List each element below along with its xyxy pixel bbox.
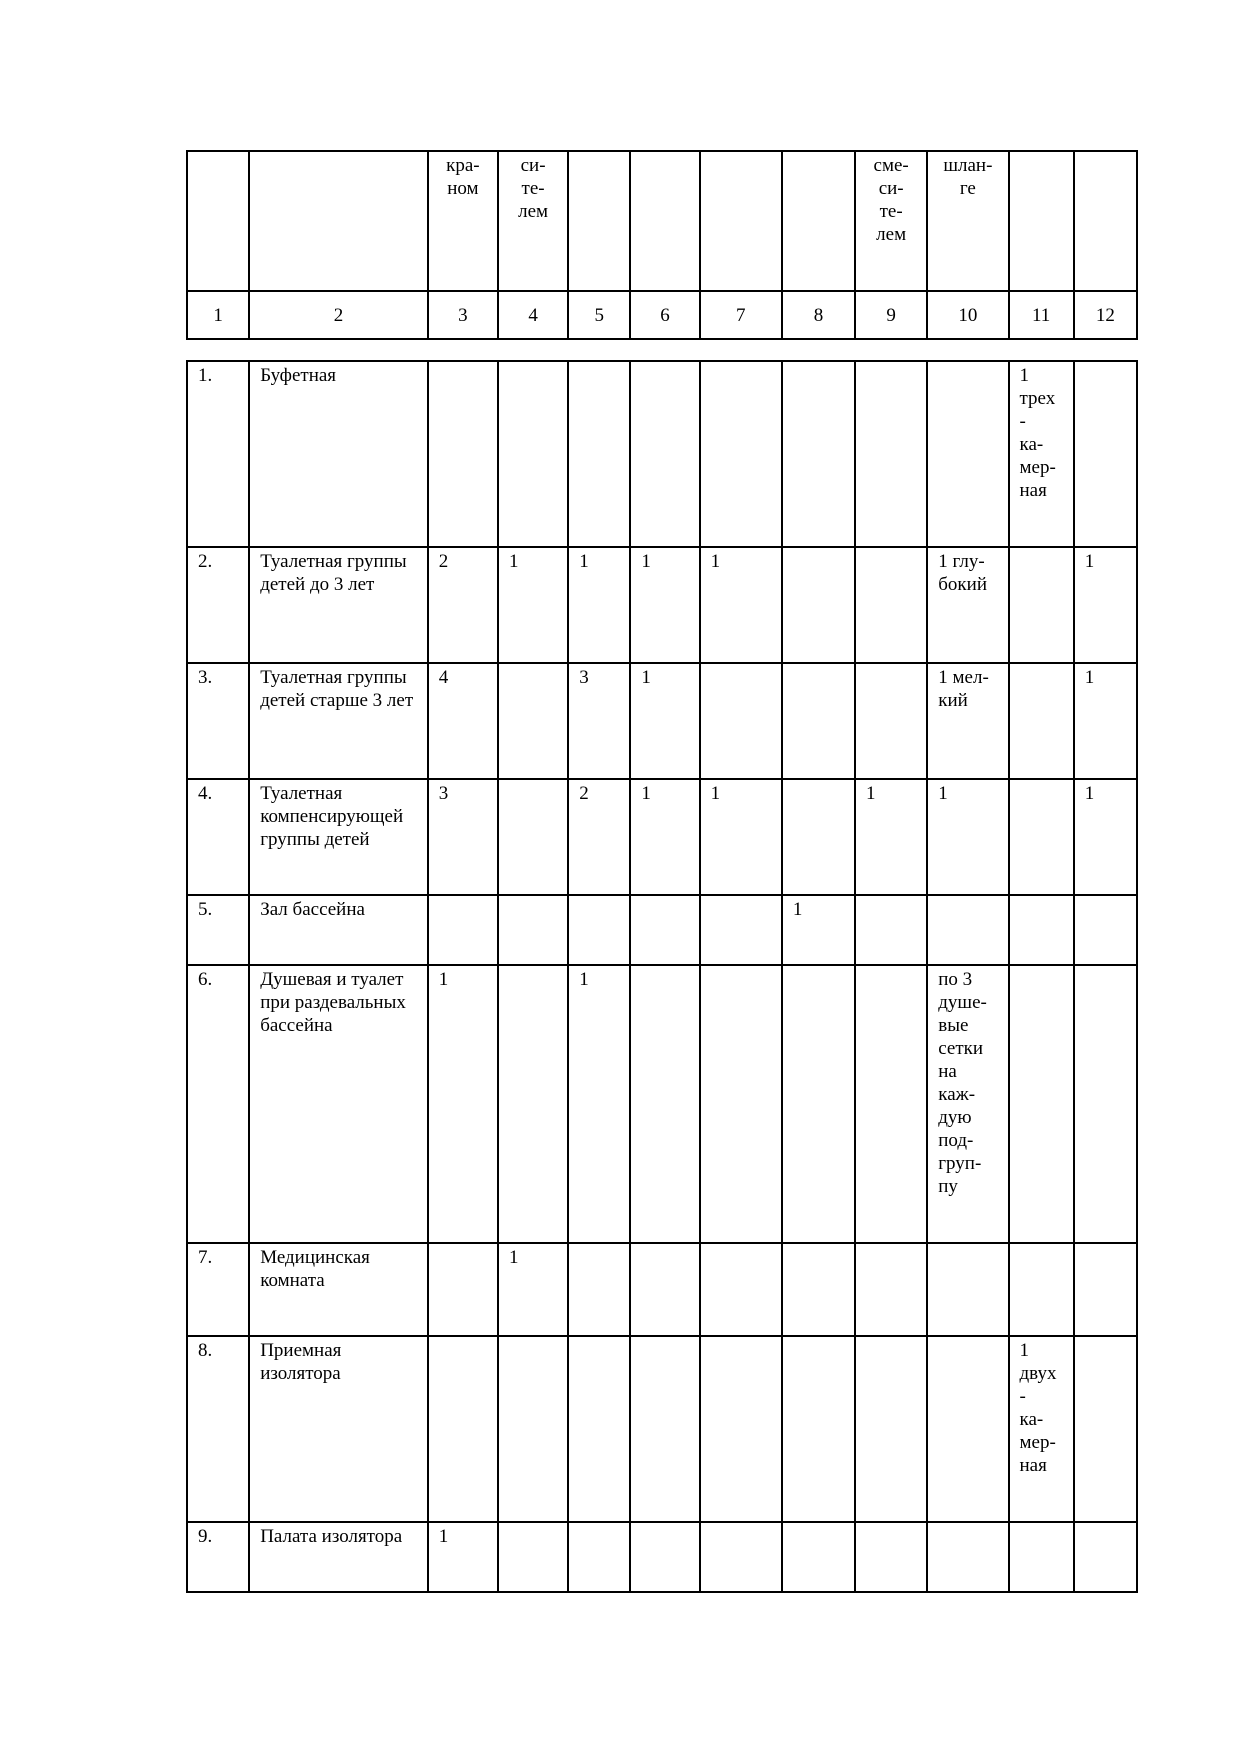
row-cell bbox=[855, 1243, 927, 1336]
row-cell bbox=[782, 361, 855, 547]
row-cell bbox=[782, 965, 855, 1243]
row-number: 1. bbox=[187, 361, 249, 547]
row-cell: 1 bbox=[568, 547, 630, 663]
row-cell: 2 bbox=[568, 779, 630, 895]
room-name: Туалетная компенсирующей группы детей bbox=[249, 779, 428, 895]
header-cell: си- те- лем bbox=[498, 151, 568, 291]
row-cell bbox=[927, 1522, 1008, 1592]
row-cell bbox=[1074, 1336, 1137, 1522]
data-table bbox=[186, 360, 1138, 1593]
row-cell bbox=[855, 1336, 927, 1522]
column-number: 4 bbox=[498, 291, 568, 339]
row-cell bbox=[782, 779, 855, 895]
row-cell: 1 bbox=[782, 895, 855, 965]
header-table bbox=[186, 150, 1138, 340]
row-cell bbox=[700, 895, 782, 965]
row-cell bbox=[1074, 965, 1137, 1243]
column-numbers-row bbox=[187, 291, 1137, 339]
row-cell bbox=[855, 361, 927, 547]
row-cell bbox=[700, 663, 782, 779]
row-cell: 1 bbox=[498, 547, 568, 663]
table-row bbox=[187, 1243, 1137, 1336]
row-cell bbox=[782, 1336, 855, 1522]
row-cell: 1 bbox=[1074, 547, 1137, 663]
row-cell: 1 bbox=[428, 1522, 498, 1592]
row-cell: 1 bbox=[700, 779, 782, 895]
row-cell bbox=[498, 895, 568, 965]
row-number: 5. bbox=[187, 895, 249, 965]
row-cell bbox=[630, 1336, 699, 1522]
row-number: 4. bbox=[187, 779, 249, 895]
row-cell bbox=[855, 895, 927, 965]
row-cell: 2 bbox=[428, 547, 498, 663]
row-number: 9. bbox=[187, 1522, 249, 1592]
room-name: Медицинская комната bbox=[249, 1243, 428, 1336]
row-cell bbox=[498, 361, 568, 547]
row-cell bbox=[927, 1336, 1008, 1522]
row-cell: 1 мел- кий bbox=[927, 663, 1008, 779]
room-name: Зал бассейна bbox=[249, 895, 428, 965]
row-cell: 1 bbox=[1074, 663, 1137, 779]
row-cell bbox=[630, 1522, 699, 1592]
row-number: 6. bbox=[187, 965, 249, 1243]
row-cell bbox=[1074, 1522, 1137, 1592]
room-name: Туалетная группы детей до 3 лет bbox=[249, 547, 428, 663]
table-row bbox=[187, 1336, 1137, 1522]
row-cell bbox=[1009, 1243, 1074, 1336]
table-row bbox=[187, 547, 1137, 663]
column-number: 1 bbox=[187, 291, 249, 339]
table-row bbox=[187, 1522, 1137, 1592]
column-number: 2 bbox=[249, 291, 428, 339]
row-cell bbox=[498, 779, 568, 895]
row-cell: 3 bbox=[428, 779, 498, 895]
row-cell bbox=[927, 361, 1008, 547]
header-cell bbox=[1074, 151, 1137, 291]
row-cell: 1 bbox=[498, 1243, 568, 1336]
header-cell bbox=[568, 151, 630, 291]
row-cell bbox=[782, 1243, 855, 1336]
row-cell bbox=[428, 1336, 498, 1522]
column-number: 8 bbox=[782, 291, 855, 339]
header-cell: сме- си- те- лем bbox=[855, 151, 927, 291]
row-cell: 1 двух - ка- мер- ная bbox=[1009, 1336, 1074, 1522]
header-cell bbox=[1009, 151, 1074, 291]
row-cell: 1 трех - ка- мер- ная bbox=[1009, 361, 1074, 547]
row-cell bbox=[498, 1336, 568, 1522]
column-number: 7 bbox=[700, 291, 782, 339]
row-cell: 1 bbox=[855, 779, 927, 895]
row-cell bbox=[782, 547, 855, 663]
row-cell bbox=[782, 1522, 855, 1592]
row-cell bbox=[630, 895, 699, 965]
table-row bbox=[187, 895, 1137, 965]
row-cell bbox=[1009, 1522, 1074, 1592]
row-cell bbox=[855, 965, 927, 1243]
header-cell bbox=[187, 151, 249, 291]
row-cell: 1 bbox=[700, 547, 782, 663]
row-cell bbox=[700, 1336, 782, 1522]
header-cell bbox=[700, 151, 782, 291]
row-cell bbox=[855, 1522, 927, 1592]
row-cell: по 3 душе- вые сетки на каж- дую под- груп- пу bbox=[927, 965, 1008, 1243]
table-row bbox=[187, 361, 1137, 547]
row-cell bbox=[855, 547, 927, 663]
row-cell bbox=[568, 1522, 630, 1592]
row-cell: 1 bbox=[927, 779, 1008, 895]
row-cell: 1 bbox=[1074, 779, 1137, 895]
room-name: Буфетная bbox=[249, 361, 428, 547]
row-cell bbox=[1074, 361, 1137, 547]
row-cell bbox=[1009, 547, 1074, 663]
row-cell bbox=[927, 1243, 1008, 1336]
row-cell bbox=[1009, 663, 1074, 779]
row-cell: 1 bbox=[568, 965, 630, 1243]
row-cell: 3 bbox=[568, 663, 630, 779]
row-cell bbox=[700, 1522, 782, 1592]
row-cell: 1 глу- бокий bbox=[927, 547, 1008, 663]
room-name: Приемная изолятора bbox=[249, 1336, 428, 1522]
row-cell bbox=[700, 965, 782, 1243]
column-number: 9 bbox=[855, 291, 927, 339]
row-cell: 1 bbox=[630, 779, 699, 895]
column-number: 3 bbox=[428, 291, 498, 339]
header-cell bbox=[782, 151, 855, 291]
row-cell bbox=[498, 663, 568, 779]
column-number: 6 bbox=[630, 291, 699, 339]
header-labels-row bbox=[187, 151, 1137, 291]
room-name: Душевая и туалет при раздевальных бассейна bbox=[249, 965, 428, 1243]
row-cell bbox=[700, 1243, 782, 1336]
column-number: 10 bbox=[927, 291, 1008, 339]
row-cell bbox=[428, 895, 498, 965]
row-cell bbox=[1009, 779, 1074, 895]
row-number: 2. bbox=[187, 547, 249, 663]
table-row bbox=[187, 965, 1137, 1243]
header-cell bbox=[249, 151, 428, 291]
row-cell bbox=[1074, 895, 1137, 965]
row-cell bbox=[428, 1243, 498, 1336]
row-cell bbox=[498, 965, 568, 1243]
row-cell bbox=[927, 895, 1008, 965]
row-number: 8. bbox=[187, 1336, 249, 1522]
row-cell bbox=[630, 1243, 699, 1336]
row-cell: 1 bbox=[630, 547, 699, 663]
row-cell bbox=[630, 361, 699, 547]
row-cell bbox=[568, 1336, 630, 1522]
row-cell bbox=[428, 361, 498, 547]
row-number: 3. bbox=[187, 663, 249, 779]
row-cell bbox=[1009, 895, 1074, 965]
column-number: 12 bbox=[1074, 291, 1137, 339]
row-cell bbox=[498, 1522, 568, 1592]
row-cell bbox=[1074, 1243, 1137, 1336]
header-cell: шлан- ге bbox=[927, 151, 1008, 291]
column-number: 5 bbox=[568, 291, 630, 339]
header-cell bbox=[630, 151, 699, 291]
row-cell bbox=[855, 663, 927, 779]
row-cell bbox=[568, 1243, 630, 1336]
row-cell: 4 bbox=[428, 663, 498, 779]
row-cell bbox=[568, 361, 630, 547]
room-name: Палата изолятора bbox=[249, 1522, 428, 1592]
row-cell bbox=[630, 965, 699, 1243]
row-cell bbox=[782, 663, 855, 779]
column-number: 11 bbox=[1009, 291, 1074, 339]
room-name: Туалетная группы детей старше 3 лет bbox=[249, 663, 428, 779]
table-row bbox=[187, 663, 1137, 779]
row-cell: 1 bbox=[428, 965, 498, 1243]
row-number: 7. bbox=[187, 1243, 249, 1336]
row-cell bbox=[568, 895, 630, 965]
header-cell: кра- ном bbox=[428, 151, 498, 291]
row-cell bbox=[1009, 965, 1074, 1243]
row-cell: 1 bbox=[630, 663, 699, 779]
row-cell bbox=[700, 361, 782, 547]
table-row bbox=[187, 779, 1137, 895]
